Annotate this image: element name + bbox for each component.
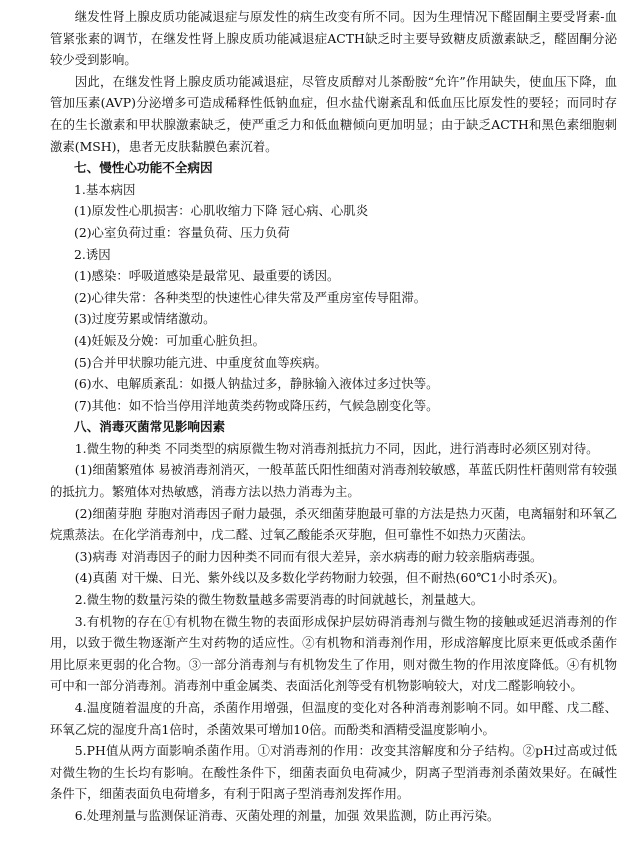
list-item: (1)原发性心肌损害：心肌收缩力下降 冠心病、心肌炎	[74, 203, 369, 219]
list-item: (5)合并甲状腺功能亢进、中重度贫血等疾病。	[74, 354, 327, 370]
list-item: (2)心律失常：各种类型的快速性心律失常及严重房室传导阻滞。	[74, 289, 427, 305]
paragraph-bacteria: (1)细菌繁殖体 易被消毒剂消灭，一般革蓝氏阳性细菌对消毒剂较敏感，革蓝氏阴性杆菌则常有较强的抵抗力。繁殖体对热敏感，消毒方法以热力消毒为主。	[50, 462, 617, 500]
paragraph-secondary-adrenal-1: 继发性肾上腺皮质功能减退症与原发性的病生改变有所不同。因为生理情况下醛固酮主要受肾素-血管紧张素的调节，在继发性肾上腺皮质功能减退症ACTH缺乏时主要导致糖皮质激素缺乏，醛固酮分泌较少受到影响。	[50, 9, 617, 68]
list-item: (2)心室负荷过重：容量负荷、压力负荷	[74, 224, 290, 240]
section-heading-heart-failure: 七、慢性心功能不全病因	[74, 160, 213, 176]
paragraph-temperature: 4.温度随着温度的升高，杀菌作用增强，但温度的变化对各种消毒剂影响不同。如甲醛、戊二醛、环氧乙烷的湿度升高1倍时，杀菌效果可增加10倍。而酚类和酒精受温度影响小。	[50, 700, 617, 737]
paragraph-virus: (3)病毒 对消毒因子的耐力因种类不同而有很大差异，亲水病毒的耐力较亲脂病毒强。	[74, 548, 543, 564]
list-item: 1.基本病因	[74, 181, 136, 197]
section-heading-disinfection: 八、消毒灭菌常见影响因素	[74, 419, 226, 435]
list-item: (7)其他：如不恰当停用洋地黄类药物或降压药，气候急剧变化等。	[74, 397, 439, 413]
paragraph-organic-matter: 3.有机物的存在①有机物在微生物的表面形成保护层妨碍消毒剂与微生物的接触或延迟消毒剂的作用，以致于微生物逐渐产生对药物的适应性。②有机物和消毒剂作用，形成溶解度比原来更低或杀菌作用比原来更弱的化合物。③一部分消毒剂与有机物发生了作用，则对微生物的作用浓度降低。④有机物可中和一部分消毒剂。消毒剂中重金属类、表面活化剂等受有机物影响较大，对戊二醛影响较小。	[50, 613, 617, 694]
paragraph-dose-monitoring: 6.处理剂量与监测保证消毒、灭菌处理的剂量，加强 效果监测，防止再污染。	[74, 807, 500, 823]
list-item: 2.诱因	[74, 246, 111, 262]
list-item: (4)妊娠及分娩：可加重心脏负担。	[74, 332, 266, 348]
list-item: (1)感染：呼吸道感染是最常见、最重要的诱因。	[74, 268, 340, 284]
paragraph-microbe-count: 2.微生物的数量污染的微生物数量越多需要消毒的时间就越长，剂量越大。	[74, 592, 484, 608]
paragraph-ph: 5.PH值从两方面影响杀菌作用。①对消毒剂的作用：改变其溶解度和分子结构。②pH过高或过低对微生物的生长均有影响。在酸性条件下，细菌表面负电荷减少，阴离子型消毒剂杀菌效果好。在碱性条件下，细菌表面负电荷增多，有利于阳离子型消毒剂发挥作用。	[50, 743, 617, 802]
paragraph-microbe-type: 1.微生物的种类 不同类型的病原微生物对消毒剂抵抗力不同，因此，进行消毒时必须区别对待。	[74, 440, 599, 456]
list-item: (3)过度劳累或情绪激动。	[74, 311, 216, 327]
paragraph-fungi: (4)真菌 对干燥、日光、紫外线以及多数化学药物耐力较强，但不耐热(60℃1小时杀灭)。	[74, 570, 565, 586]
paragraph-secondary-adrenal-2: 因此，在继发性肾上腺皮质功能减退症，尽管皮质醇对儿茶酚胺“允许”作用缺失，使血压下降，血管加压素(AVP)分泌增多可造成稀释性低钠血症，但水盐代谢紊乱和低血压比原发性的要轻；而同时存在的生长激素和甲状腺激素缺乏，使严重乏力和低血糖倾向更加明显；由于缺乏ACTH和黑色素细胞刺激素(MSH)，患者无皮肤黏膜色素沉着。	[50, 73, 617, 154]
list-item: (6)水、电解质紊乱：如摄人钠盐过多，静脉输入液体过多过快等。	[74, 376, 439, 392]
paragraph-spores: (2)细菌芽胞 芽胞对消毒因子耐力最强，杀灭细菌芽胞最可靠的方法是热力灭菌，电离辐射和环氧乙烷熏蒸法。在化学消毒剂中，戊二醛、过氧乙酸能杀灭芽胞，但可靠性不如热力灭菌法。	[50, 505, 617, 543]
